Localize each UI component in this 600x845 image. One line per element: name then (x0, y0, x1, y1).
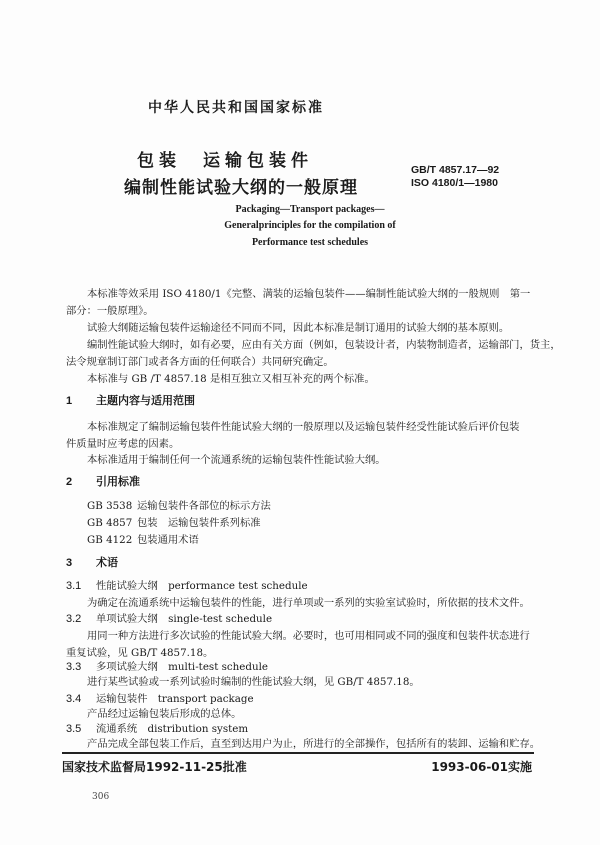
section-number: 3 (66, 557, 73, 569)
term-number: 3.5 (66, 723, 82, 735)
standard-code: GB/T 4857.17—92 (411, 164, 500, 176)
section-title: 主题内容与适用范围 (96, 394, 195, 407)
reference-code: GB 3538 (87, 500, 133, 512)
section-1-line: 件质量时应考虑的因素。 (66, 438, 180, 450)
reference-item (87, 531, 199, 546)
reference-item (87, 497, 271, 512)
term-definition: 重复试验，见 GB/T 4857.18。 (66, 647, 214, 659)
term-en: transport package (157, 693, 254, 705)
english-title-line: Performance test schedules (251, 237, 369, 248)
english-title-line: Generalprinciples for the compilation of (224, 220, 396, 231)
section-1-line: 本标准规定了编制运输包装件性能试验大纲的一般原理以及运输包装件经受性能试验后评价包装 (87, 421, 520, 433)
section-1-heading (66, 392, 195, 408)
term-zh: 单项试验大纲 (96, 613, 158, 625)
term-definition: 产品完成全部包装工作后，直至到达用户为止，所进行的全部操作，包括所有的装卸、运输和贮存。 (87, 738, 541, 750)
term-heading (66, 610, 272, 625)
reference-title: 运输包装件各部位的标示方法 (137, 500, 271, 512)
approval-date: 国家技术监督局1992-11-25批准 (62, 760, 247, 774)
term-definition: 产品经过运输包装后形成的总体。 (87, 708, 242, 720)
reference-title: 包装通用术语 (137, 534, 199, 546)
intro-line: 试验大纲随运输包装件运输途径不同而不同，因此本标准是制订通用的试验大纲的基本原则。 (87, 322, 510, 334)
english-title-line: Packaging—Transport packages— (235, 204, 385, 215)
page-number: 306 (92, 792, 110, 802)
effective-date: 1993-06-01实施 (431, 760, 532, 774)
title-line-1: 包装 运输包装件 (137, 151, 313, 171)
term-heading (66, 720, 248, 735)
term-zh: 多项试验大纲 (96, 661, 158, 673)
term-zh: 流通系统 (96, 723, 138, 735)
section-title: 引用标准 (96, 475, 140, 488)
iso-code: ISO 4180/1—1980 (411, 177, 498, 189)
term-heading (66, 658, 268, 673)
section-number: 2 (66, 476, 73, 488)
term-zh: 运输包装件 (96, 693, 148, 705)
term-number: 3.1 (66, 580, 82, 592)
reference-title: 包装 运输包装件系列标准 (137, 517, 261, 529)
term-en: single-test schedule (168, 613, 273, 625)
reference-code: GB 4857 (87, 517, 133, 529)
reference-item (87, 514, 261, 529)
intro-line: 本标准与 GB /T 4857.18 是相互独立又相互补充的两个标准。 (87, 373, 375, 385)
section-2-heading (66, 473, 140, 489)
title-line-2: 编制性能试验大纲的一般原理 (124, 178, 358, 198)
section-1-line: 本标准适用于编制任何一个流通系统的运输包装件性能试验大纲。 (87, 454, 386, 466)
term-definition: 用同一种方法进行多次试验的性能试验大纲。必要时，也可用相同或不同的强度和包装件状态进行 (87, 630, 530, 642)
national-standard-header: 中华人民共和国国家标准 (148, 100, 324, 116)
term-definition: 进行某些试验或一系列试验时编制的性能试验大纲，见 GB/T 4857.18。 (87, 676, 420, 688)
intro-line: 部分：一般原理》。 (66, 305, 154, 317)
intro-line: 本标准等效采用 ISO 4180/1《完整、满装的运输包装件——编制性能试验大纲的一般规则 第一 (87, 288, 531, 300)
intro-line: 编制性能试验大纲时，如有必要，应由有关方面（例如，包装设计者，内装物制造者，运输部门，货主， (87, 339, 561, 351)
term-heading (66, 690, 254, 705)
term-number: 3.2 (66, 613, 82, 625)
section-3-heading (66, 554, 118, 570)
term-number: 3.3 (66, 661, 82, 673)
footer-rule (62, 752, 534, 754)
section-number: 1 (66, 395, 73, 407)
section-title: 术语 (96, 556, 118, 569)
term-en: multi-test schedule (168, 661, 268, 673)
term-zh: 性能试验大纲 (96, 580, 158, 592)
term-definition: 为确定在流通系统中运输包装件的性能，进行单项或一系列的实验室试验时，所依据的技术文件。 (87, 597, 530, 609)
intro-line: 法令规章制订部门或者各方面的任何联合）共同研究确定。 (66, 356, 334, 368)
term-number: 3.4 (66, 693, 82, 705)
term-en: performance test schedule (168, 580, 308, 592)
reference-code: GB 4122 (87, 534, 133, 546)
term-heading (66, 577, 308, 592)
term-en: distribution system (147, 723, 249, 735)
